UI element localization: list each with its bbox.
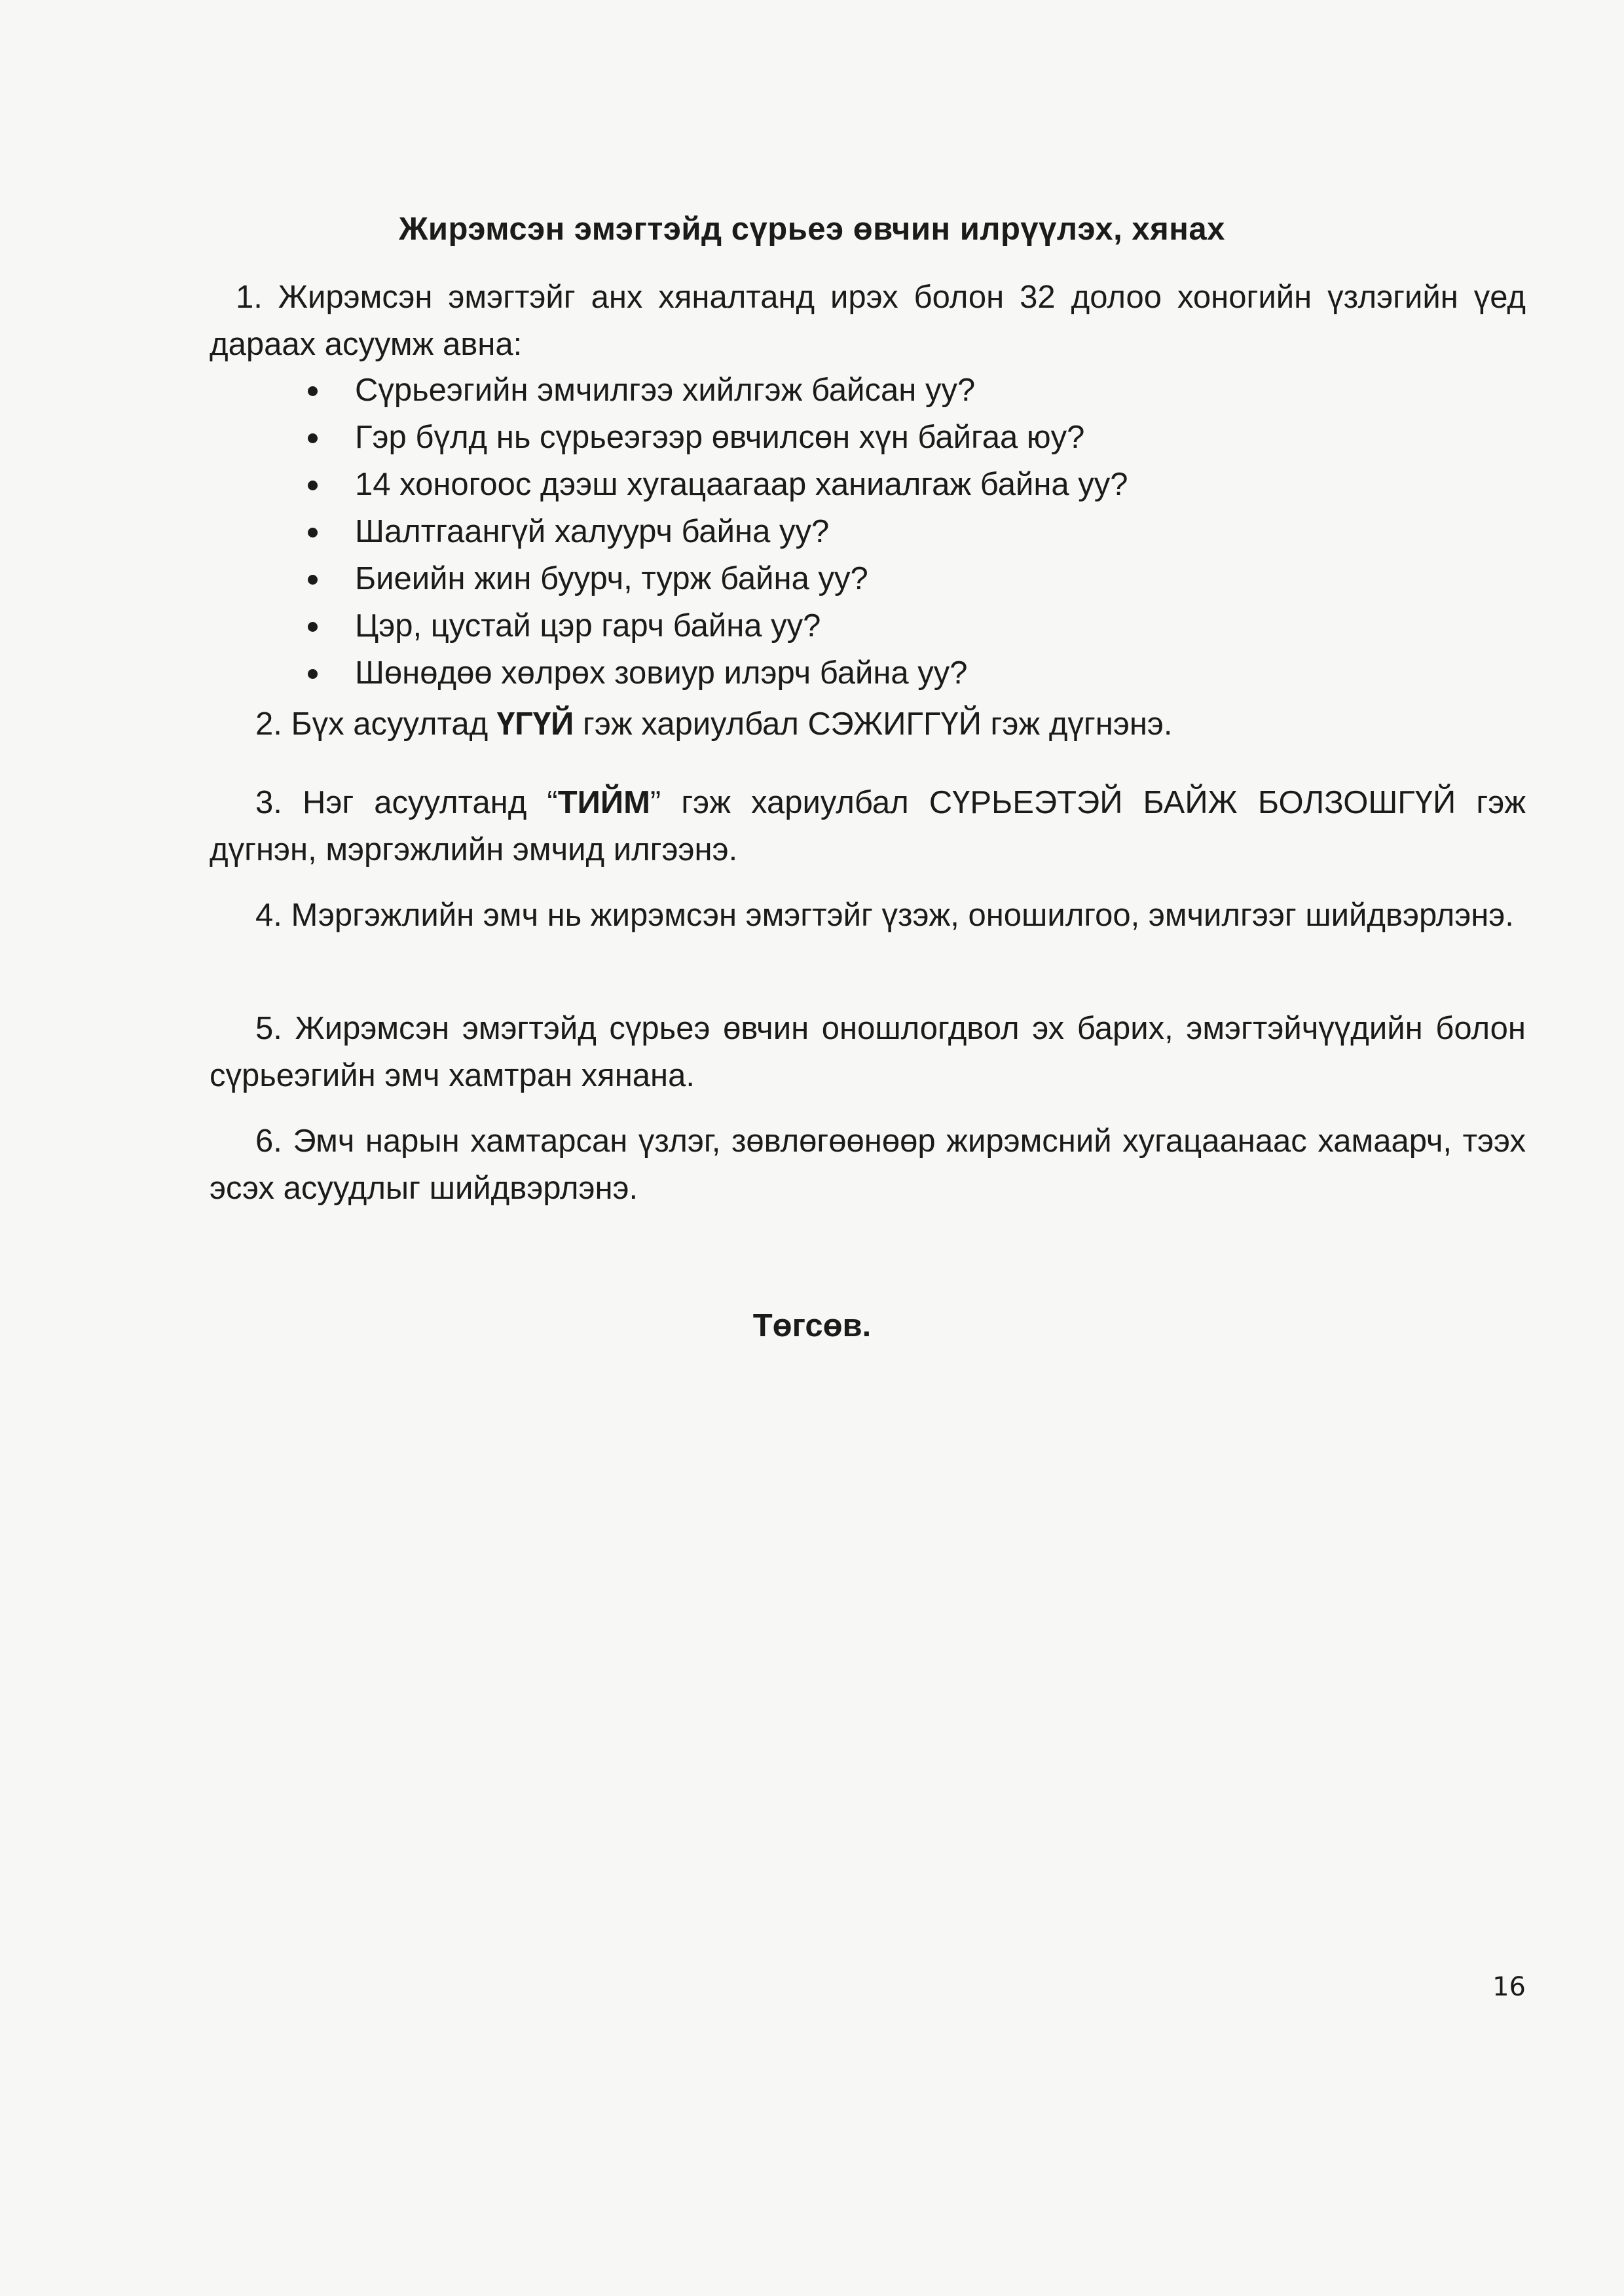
paragraph-item-6: 6. Эмч нарын хамтарсан үзлэг, зөвлөгөөнөөр жирэмсний хугацаанаас хамаарч, тээх эсэх асуудлыг шийдвэрлэнэ.: [210, 1123, 1526, 1206]
ending-text: Төгсөв.: [752, 1308, 872, 1343]
list-item: Шөнөдөө хөлрөх зовиур илэрч байна уу?: [308, 649, 1486, 697]
document-title: Жирэмсэн эмэгтэйд сүрьеэ өвчин илрүүлэх, хянах: [399, 211, 1225, 247]
list-item: Биеийн жин буурч, турж байна уу?: [308, 555, 1486, 602]
list-item: Шалтгаангүй халуурч байна уу?: [308, 508, 1486, 555]
paragraph-item-2: 2. Бүх асуултад ҮГҮЙ гэж хариулбал СЭЖИГГҮЙ гэж дүгнэнэ.: [255, 706, 1173, 742]
paragraph-item-5: 5. Жирэмсэн эмэгтэйд сүрьеэ өвчин оношлогдвол эх барих, эмэгтэйчүүдийн болон сүрьеэгийн эмч хамтран хянана.: [210, 1011, 1526, 1093]
bullet-icon: [308, 481, 318, 490]
bullet-icon: [308, 386, 318, 396]
bullet-icon: [308, 575, 318, 585]
bullet-icon: [308, 669, 318, 679]
paragraph-item-4: 4. Мэргэжлийн эмч нь жирэмсэн эмэгтэйг үзэж, оношилгоо, эмчилгээг шийдвэрлэнэ.: [255, 898, 1514, 933]
emphasis-no: ҮГҮЙ: [496, 706, 574, 742]
paragraph-item-1: [210, 274, 1526, 368]
list-item: Сүрьеэгийн эмчилгээ хийлгэж байсан уу?: [308, 367, 1486, 414]
page-number: 16: [1492, 1972, 1526, 2002]
emphasis-yes: ТИЙМ: [557, 785, 650, 820]
list-item: Гэр бүлд нь сүрьеэгээр өвчилсөн хүн байгаа юу?: [308, 414, 1486, 461]
item-1-text: 1. Жирэмсэн эмэгтэйг анх хяналтанд ирэх болон 32 долоо хоногийн үзлэгийн үед дараах асуумж авна:: [210, 280, 1526, 362]
bullet-icon: [308, 528, 318, 538]
list-item: Цэр, цустай цэр гарч байна уу?: [308, 602, 1486, 649]
bullet-icon: [308, 622, 318, 632]
paragraph-item-3: 3. Нэг асуултанд “ТИЙМ” гэж хариулбал СҮРЬЕЭТЭЙ БАЙЖ БОЛЗОШГҮЙ гэж дүгнэн, мэргэжлийн эмчид илгээнэ.: [210, 785, 1526, 867]
bullet-icon: [308, 433, 318, 443]
question-list: [308, 367, 1486, 697]
list-item: 14 хоногоос дээш хугацаагаар ханиалгаж байна уу?: [308, 461, 1486, 508]
